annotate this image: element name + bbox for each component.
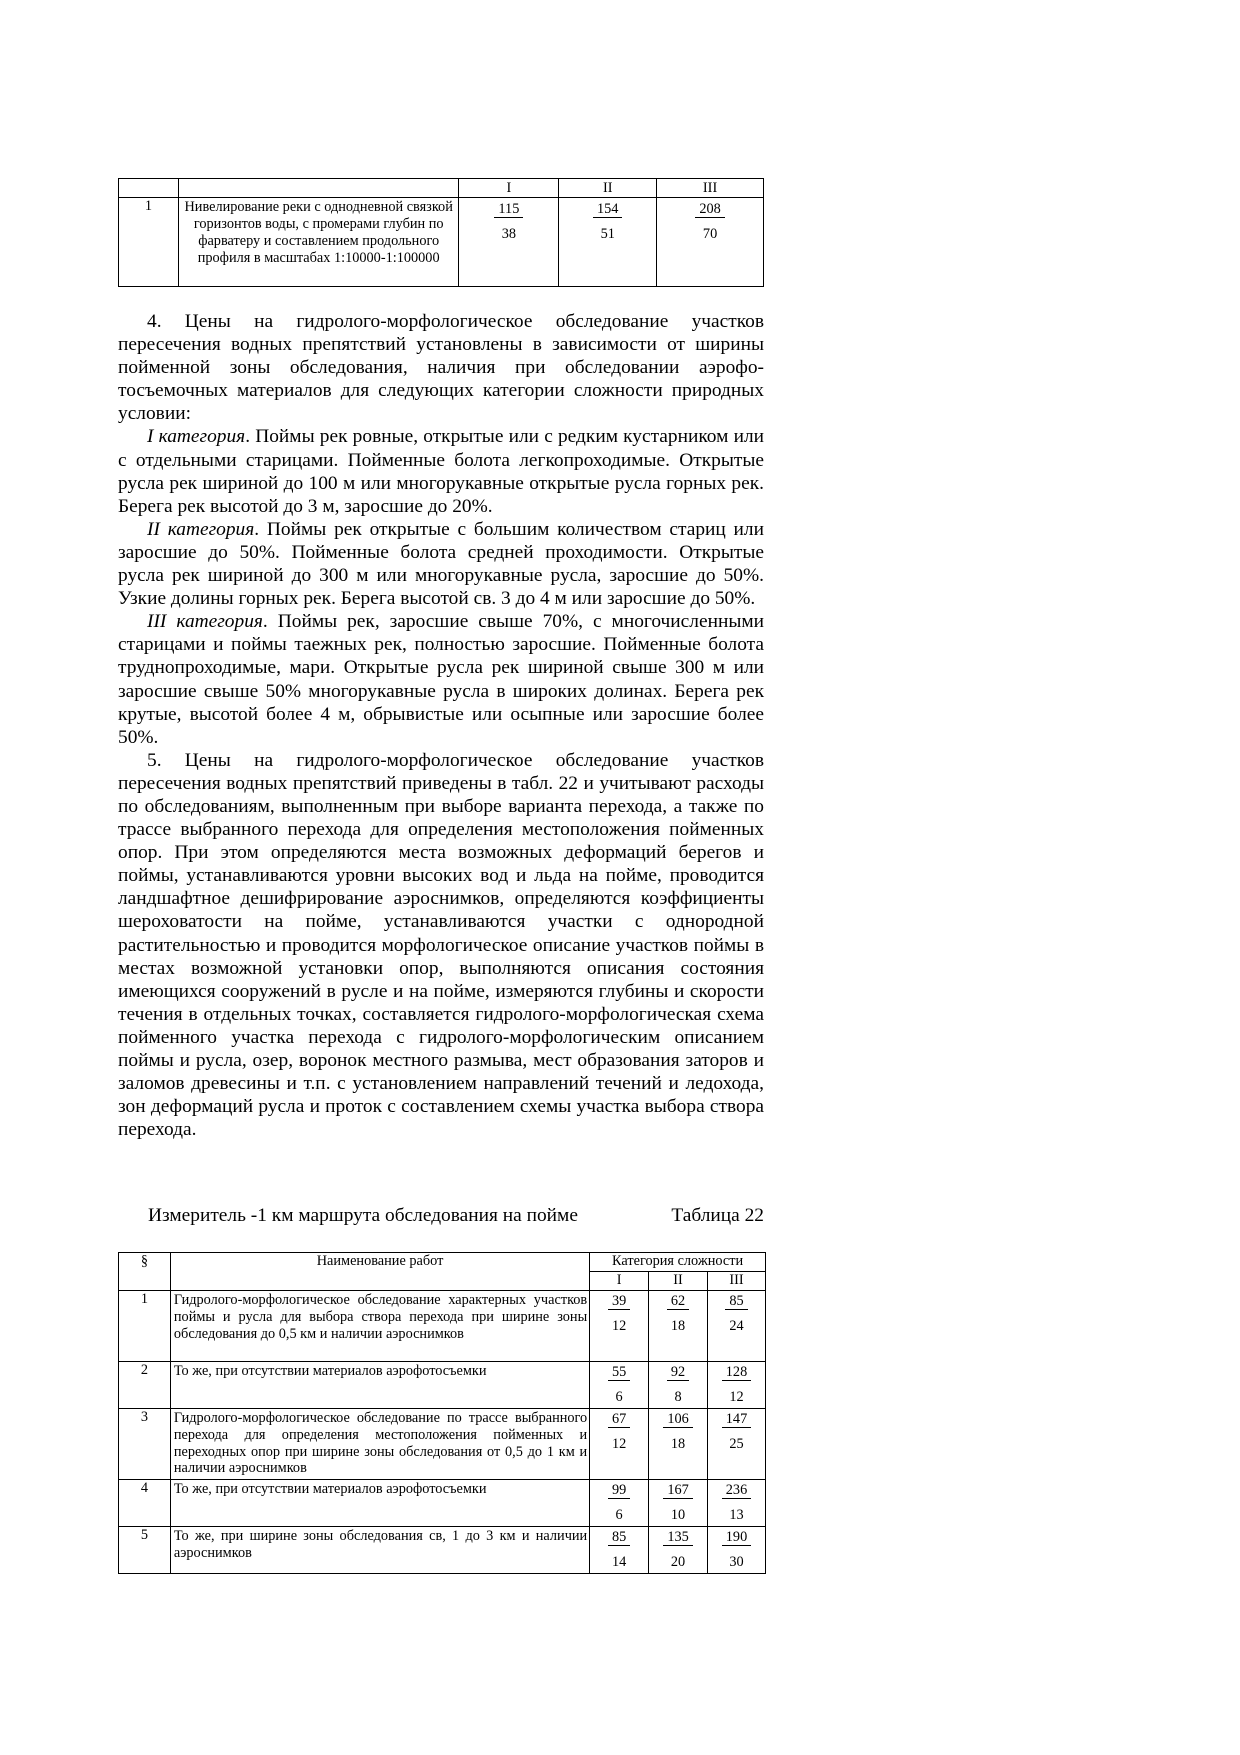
price-numerator: 236 (722, 1482, 751, 1499)
category-text: . Поймы рек ровные, открытые или с редким кустарником или с отдельными старицами. Пойменные болота легкопроходимые. Открытые русла рек шириной до 100 м или многорукавные открытые русла горных рек. Берега рек высотой до 3 м, заросшие до 20%. (118, 426, 764, 517)
header-category: Категория сложности (590, 1253, 766, 1272)
price-denominator: 8 (674, 1389, 682, 1405)
category-text: . Поймы рек, заросшие свыше 70%, с многочисленными старицами и поймы таежных рек, полностью заросшие. Пойменные болота труднопроходимые, мари. Открытые русла рек шириной свыше 300 м или заросшие свыше 50% многорукавные русла в широких долинах. Берега рек крутые, высотой более 4 м, обрывистые или осыпные или заросшие более 50%. (118, 611, 765, 748)
price-denominator: 14 (611, 1554, 627, 1570)
price-denominator: 10 (670, 1507, 686, 1523)
table-22 (118, 1252, 766, 1574)
table-row (119, 198, 764, 287)
table-header-row (119, 179, 764, 198)
price-denominator: 6 (615, 1507, 623, 1523)
header-cell: III (708, 1272, 766, 1291)
price-denominator: 12 (611, 1318, 627, 1334)
price-denominator: 30 (729, 1554, 744, 1570)
price-numerator: 128 (722, 1364, 751, 1381)
price-numerator: 147 (722, 1411, 751, 1428)
price-fraction (722, 1482, 751, 1523)
header-cell: III (657, 179, 764, 198)
price-numerator: 154 (593, 201, 622, 218)
price-denominator: 25 (729, 1436, 744, 1452)
price-fraction (695, 201, 724, 242)
price-fraction (494, 201, 523, 242)
table-row (119, 1291, 766, 1362)
table-label: Таблица 22 (671, 1205, 764, 1226)
meter-label: Измеритель -1 км маршрута обследования на пойме (148, 1205, 578, 1226)
paragraph-4: 4. Цены на гидролого-морфологическое обследование участков пересечения водных препятствий установлены в зависимости от ширины пойменной зоны обследования, наличия при обследовании аэрофо-тосъемочных материалов для следующих категории сложности природных условии: (118, 311, 764, 425)
price-denominator: 13 (729, 1507, 744, 1523)
header-cell: II (559, 179, 657, 198)
price-denominator: 6 (615, 1389, 623, 1405)
price-fraction (663, 1529, 692, 1570)
price-numerator: 67 (608, 1411, 630, 1428)
table-row (119, 1527, 766, 1574)
price-numerator: 167 (663, 1482, 692, 1499)
price-fraction (725, 1293, 747, 1334)
price-numerator: 55 (608, 1364, 630, 1381)
price-numerator: 85 (725, 1293, 747, 1310)
price-fraction (608, 1411, 630, 1452)
price-fraction (608, 1364, 630, 1405)
category-text: . Поймы рек открытые с большим количеством стариц или заросшие до 50%. Пойменные болота средней проходимости. Открытые русла рек шириной до 300 м или многорукавные русла, заросшие до 50%. Узкие долины горных рек. Берега высотой св. 3 до 4 м или заросшие до 50%. (118, 518, 764, 610)
price-numerator: 85 (608, 1529, 630, 1546)
price-fraction (593, 201, 622, 242)
price-numerator: 208 (695, 201, 724, 218)
work-name: То же, при отсутствии материалов аэрофотосъемки (170, 1362, 589, 1409)
price-denominator: 18 (670, 1436, 686, 1452)
work-name: Гидролого-морфологическое обследование характерных участков поймы и русла для выбора створа перехода при ширине зоны обследования до 0,5 км и наличии аэроснимков (170, 1291, 589, 1362)
row-number: 1 (119, 198, 179, 287)
price-fraction (667, 1293, 689, 1334)
header-work-name: Наименование работ (170, 1253, 589, 1291)
price-numerator: 39 (608, 1293, 630, 1310)
row-number: 3 (119, 1409, 171, 1480)
price-fraction (722, 1364, 751, 1405)
row-number: 1 (119, 1291, 171, 1362)
header-cell: I (590, 1272, 649, 1291)
body-text (118, 310, 764, 1141)
price-fraction (608, 1529, 630, 1570)
price-denominator: 24 (729, 1318, 744, 1334)
price-fraction (608, 1482, 630, 1523)
header-cell: I (459, 179, 559, 198)
row-number: 5 (119, 1527, 171, 1574)
work-name: Нивелирование реки с однодневной связкой горизонтов воды, с промерами глубин по фарватеру и составлением продольного профиля в масштабах 1:10000-1:100000 (178, 198, 459, 287)
price-fraction (722, 1529, 751, 1570)
header-number: § (119, 1253, 171, 1291)
price-fraction (663, 1482, 692, 1523)
header-cell (178, 179, 459, 198)
price-numerator: 106 (663, 1411, 692, 1428)
price-fraction (663, 1411, 692, 1452)
table-row (119, 1362, 766, 1409)
price-fraction (667, 1364, 689, 1405)
table-row (119, 1480, 766, 1527)
price-numerator: 92 (667, 1364, 689, 1381)
work-name: То же, при отсутствии материалов аэрофотосъемки (170, 1480, 589, 1527)
price-numerator: 99 (608, 1482, 630, 1499)
price-numerator: 115 (494, 201, 523, 218)
work-name: Гидролого-морфологическое обследование по трассе выбранного перехода для определения местоположения пойменных и переходных опор при ширине зоны обследования от 0,5 до 1 км и наличии аэроснимков (170, 1409, 589, 1480)
category-label: I категория (147, 426, 246, 448)
price-denominator: 12 (611, 1436, 627, 1452)
price-denominator: 18 (670, 1318, 686, 1334)
price-numerator: 135 (663, 1529, 692, 1546)
row-number: 2 (119, 1362, 171, 1409)
table-row (119, 1409, 766, 1480)
price-denominator: 38 (501, 226, 517, 242)
header-cell (119, 179, 179, 198)
category-label: III категория (147, 611, 263, 633)
price-denominator: 70 (702, 226, 718, 242)
row-number: 4 (119, 1480, 171, 1527)
table-header-row (119, 1253, 766, 1272)
work-name: То же, при ширине зоны обследования св, 1 до 3 км и наличии аэроснимков (170, 1527, 589, 1574)
category-label: II категория (147, 518, 255, 540)
price-denominator: 51 (600, 226, 615, 242)
price-denominator: 20 (670, 1554, 686, 1570)
price-fraction (608, 1293, 630, 1334)
paragraph-category-1 (118, 425, 764, 517)
price-numerator: 62 (667, 1293, 689, 1310)
paragraph-category-2 (118, 518, 764, 610)
price-numerator: 190 (722, 1529, 751, 1546)
paragraph-5: 5. Цены на гидролого-морфологическое обследование участков пересечения водных препятствий приведены в табл. 22 и учитывают расходы по обследованиям, выполненным при выборе варианта перехода, а также по трассе выбранного перехода для определения местоположения пойменных опор. При этом определяются места возможных деформаций берегов и поймы, устанавливаются уровни высоких вод и льда на пойме, проводится ландшафтное дешифрирование аэроснимков, определяются коэффициенты шероховатости на пойме, устанавливаются участки с однородной растительностью и проводится морфологическое описание участков поймы в местах возможной установки опор, выполняются описания состояния имеющихся сооружений в русле и на пойме, измеряются глубины и скорости течения в отдельных точках, составляется гидролого-морфологическая схема пойменного участка перехода с гидролого-морфологическим описанием поймы и русла, озер, воронок местного размыва, мест образования заторов и заломов древесины и т.п. с установлением направлений течений и ледохода, зон деформаций русла и проток с составлением схемы участка выбора створа перехода. (118, 749, 764, 1141)
price-fraction (722, 1411, 751, 1452)
table-top (118, 178, 764, 287)
header-cell: II (649, 1272, 708, 1291)
price-denominator: 12 (729, 1389, 744, 1405)
paragraph-category-3 (118, 610, 764, 749)
